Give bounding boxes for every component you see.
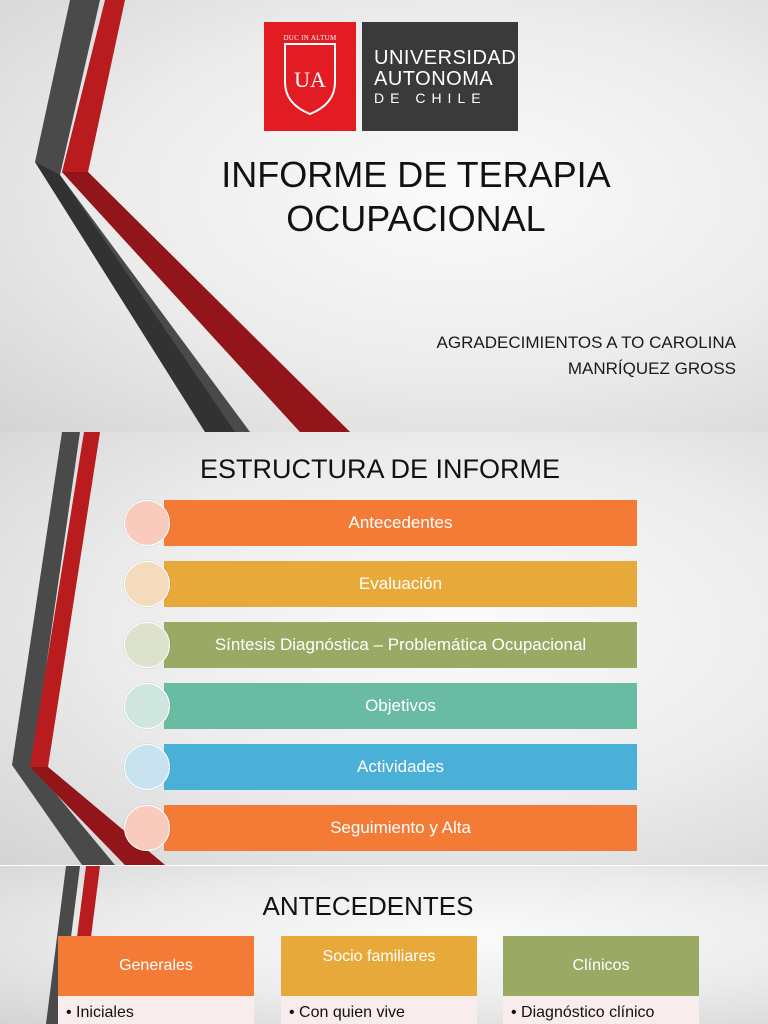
structure-item <box>124 744 638 790</box>
slide-title <box>100 153 732 241</box>
structure-item <box>124 683 638 729</box>
logo-shield-block <box>264 22 356 131</box>
structure-item <box>124 805 638 851</box>
card-generales <box>58 936 254 1024</box>
ack-line1: AGRADECIMIENTOS A TO CAROLINA <box>436 333 736 352</box>
structure-item-label: Seguimiento y Alta <box>164 805 637 851</box>
circle-bullet-icon <box>124 561 170 607</box>
card-item: • Con quien vive <box>281 996 477 1024</box>
circle-bullet-icon <box>124 744 170 790</box>
card-item: • Diagnóstico clínico <box>503 996 699 1024</box>
logo-line2: AUTONOMA <box>374 67 494 90</box>
structure-item <box>124 500 638 546</box>
ack-line2: MANRÍQUEZ GROSS <box>567 359 736 378</box>
logo-motto: DUC IN ALTUM <box>283 34 337 42</box>
structure-item-label: Evaluación <box>164 561 637 607</box>
card-clinicos <box>503 936 699 1024</box>
logo-line1: UNIVERSIDAD <box>374 46 517 69</box>
card-socio-familiares <box>281 936 477 1024</box>
section-title: ANTECEDENTES <box>262 891 474 921</box>
section-title: ESTRUCTURA DE INFORME <box>199 454 561 484</box>
circle-bullet-icon <box>124 622 170 668</box>
structure-slide <box>0 432 768 865</box>
structure-item <box>124 561 638 607</box>
logo-line3: DE CHILE <box>374 89 487 106</box>
title-line2: OCUPACIONAL <box>286 198 546 239</box>
university-logo <box>264 22 518 131</box>
card-header: Clínicos <box>503 936 699 996</box>
logo-wordmark <box>362 22 518 131</box>
title-slide <box>0 0 768 432</box>
circle-bullet-icon <box>124 805 170 851</box>
structure-item-label: Antecedentes <box>164 500 637 546</box>
circle-bullet-icon <box>124 500 170 546</box>
antecedentes-slide <box>0 866 768 1024</box>
structure-item-label: Síntesis Diagnóstica – Problemática Ocupacional <box>164 622 637 668</box>
title-line1: INFORME DE TERAPIA <box>221 154 611 195</box>
card-header: Socio familiares <box>281 936 477 996</box>
circle-bullet-icon <box>124 683 170 729</box>
structure-item-label: Actividades <box>164 744 637 790</box>
card-item: • Iniciales <box>58 996 254 1024</box>
structure-item <box>124 622 638 668</box>
acknowledgement <box>316 330 736 382</box>
card-header: Generales <box>58 936 254 996</box>
logo-shield-text: UA <box>294 67 326 92</box>
structure-item-label: Objetivos <box>164 683 637 729</box>
